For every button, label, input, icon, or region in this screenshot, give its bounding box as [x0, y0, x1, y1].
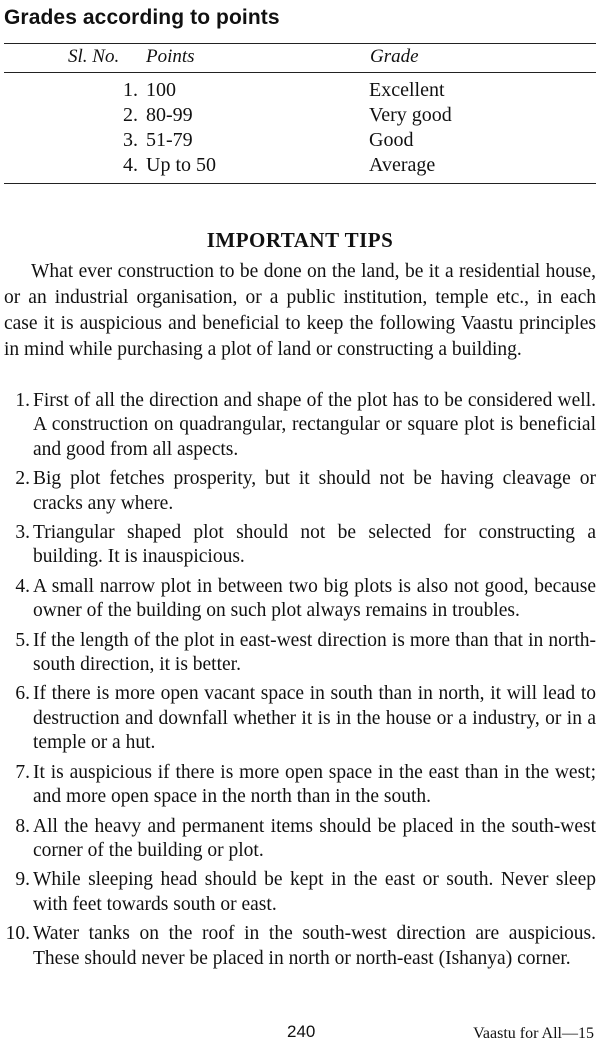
- list-item: [0, 868, 600, 917]
- row-points: Up to 50: [146, 154, 216, 176]
- list-item: [0, 761, 600, 810]
- item-text: Triangular shaped plot should not be selected for constructing a building. It is inauspicious.: [33, 522, 596, 568]
- table-bottom-rule: [4, 183, 596, 184]
- intro-paragraph: What ever construction to be done on the land, be it a residential house, or an industrial organisation, or a public institution, temple etc., in each case it is auspicious and beneficial to keep the following Vaastu principles in mind while purchasing a plot of land or constructing a building.: [4, 261, 596, 360]
- item-number: 4.: [15, 575, 30, 597]
- page-number: 240: [287, 1022, 316, 1041]
- item-text: Water tanks on the roof in the south-west direction are auspicious. These should never be placed in north or north-east (Ishanya) corner.: [33, 923, 596, 969]
- item-text: All the heavy and permanent items should be placed in the south-west corner of the building or plot.: [33, 815, 596, 861]
- row-points: 100: [146, 79, 176, 101]
- table-header-rule: [4, 72, 596, 73]
- table-row: [0, 79, 600, 104]
- row-number: 1.: [123, 79, 138, 101]
- item-number: 8.: [15, 815, 30, 837]
- list-item: [0, 682, 600, 755]
- item-text: First of all the direction and shape of the plot has to be considered well. A construction on quadrangular, rectangular or square plot is beneficial and good from all aspects.: [33, 390, 596, 460]
- item-number: 2.: [15, 468, 30, 490]
- item-number: 3.: [15, 522, 30, 544]
- item-text: While sleeping head should be kept in the east or south. Never sleep with feet towards south or east.: [33, 869, 596, 915]
- row-grade: Average: [369, 154, 436, 176]
- item-text: Big plot fetches prosperity, but it should not be having cleavage or cracks any where.: [33, 468, 596, 514]
- table-top-rule: [4, 43, 596, 44]
- row-grade: Good: [369, 129, 414, 151]
- list-item: [0, 575, 600, 624]
- tips-list: [0, 389, 600, 976]
- item-number: 5.: [15, 629, 30, 651]
- section-heading: IMPORTANT TIPS: [206, 228, 394, 252]
- item-text: If the length of the plot in east-west direction is more than that in north-south direction, it is better.: [33, 629, 596, 676]
- row-grade: Excellent: [369, 79, 445, 101]
- grades-table-title: Grades according to points: [4, 6, 280, 29]
- list-item: [0, 629, 600, 678]
- item-number: 10.: [5, 923, 30, 945]
- list-item: [0, 815, 600, 864]
- list-item: [0, 389, 600, 462]
- item-text: It is auspicious if there is more open space in the east than in the west; and more open space in the north than in the south.: [33, 761, 596, 808]
- item-text: If there is more open vacant space in south than in north, it will lead to destruction and downfall whether it is in the house or a industry, or in a temple or a hut.: [33, 683, 596, 754]
- row-number: 3.: [123, 129, 138, 151]
- row-number: 4.: [123, 154, 138, 176]
- row-points: 51-79: [146, 129, 193, 151]
- list-item: [0, 521, 600, 570]
- list-item: [0, 467, 600, 516]
- row-grade: Very good: [369, 104, 452, 126]
- item-text: A small narrow plot in between two big plots is also not good, because owner of the building on such plot always remains in troubles.: [33, 575, 596, 622]
- column-header-grade: Grade: [370, 46, 419, 67]
- item-number: 6.: [15, 683, 30, 705]
- table-row: [0, 129, 600, 154]
- column-header-points: Points: [146, 46, 195, 67]
- list-item: [0, 922, 600, 971]
- row-number: 2.: [123, 104, 138, 126]
- table-row: [0, 104, 600, 129]
- item-number: 9.: [15, 869, 30, 891]
- column-header-sl-no: Sl. No.: [68, 46, 120, 67]
- item-number: 7.: [15, 761, 30, 783]
- table-row: [0, 154, 600, 179]
- row-points: 80-99: [146, 104, 193, 126]
- item-number: 1.: [15, 390, 30, 411]
- running-footer: Vaastu for All—15: [473, 1025, 594, 1042]
